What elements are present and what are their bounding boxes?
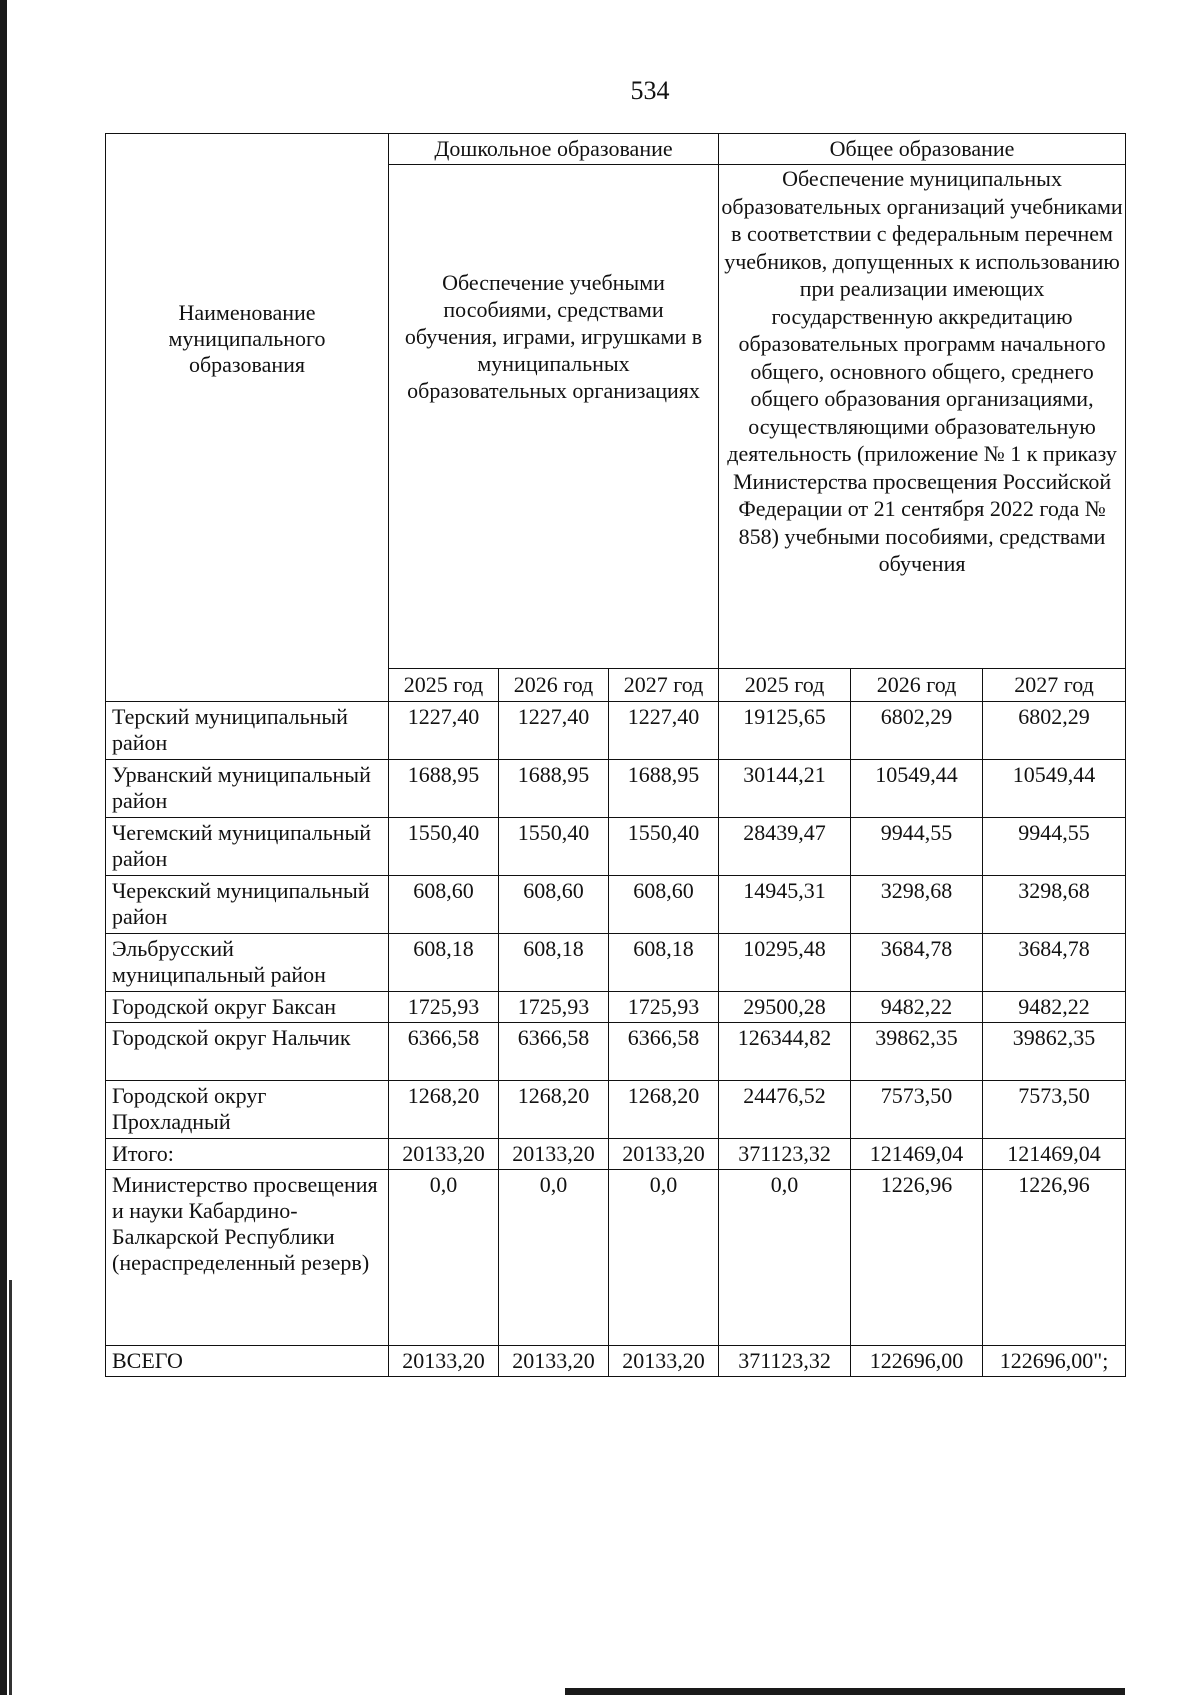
value-cell: 6366,58 bbox=[389, 1023, 499, 1081]
value-cell: 1227,40 bbox=[609, 702, 719, 760]
table-row bbox=[106, 1346, 1126, 1377]
value-cell: 30144,21 bbox=[719, 760, 851, 818]
value-cell: 608,60 bbox=[609, 876, 719, 934]
value-cell: 1227,40 bbox=[389, 702, 499, 760]
municipality-name-cell: Городской округ Нальчик bbox=[106, 1023, 389, 1081]
value-cell: 3684,78 bbox=[983, 934, 1126, 992]
value-cell: 1227,40 bbox=[499, 702, 609, 760]
value-cell: 371123,32 bbox=[719, 1139, 851, 1170]
value-cell: 7573,50 bbox=[983, 1081, 1126, 1139]
value-cell: 0,0 bbox=[389, 1170, 499, 1346]
scan-border-left bbox=[0, 0, 7, 1695]
scan-border-bottom bbox=[565, 1688, 1125, 1695]
value-cell: 20133,20 bbox=[389, 1346, 499, 1377]
value-cell: 9944,55 bbox=[983, 818, 1126, 876]
municipality-name-cell: ВСЕГО bbox=[106, 1346, 389, 1377]
municipality-name-cell: Итого: bbox=[106, 1139, 389, 1170]
preschool-group-header: Дошкольное образование bbox=[389, 134, 719, 165]
table-header bbox=[106, 134, 1126, 702]
value-cell: 39862,35 bbox=[983, 1023, 1126, 1081]
municipality-header: Наименование муниципального образования bbox=[106, 134, 389, 702]
value-cell: 608,18 bbox=[609, 934, 719, 992]
table-row bbox=[106, 1139, 1126, 1170]
value-cell: 39862,35 bbox=[851, 1023, 983, 1081]
value-cell: 1725,93 bbox=[499, 992, 609, 1023]
value-cell: 3684,78 bbox=[851, 934, 983, 992]
value-cell: 0,0 bbox=[499, 1170, 609, 1346]
value-cell: 9944,55 bbox=[851, 818, 983, 876]
year-header-cell: 2027 год bbox=[983, 669, 1126, 702]
table-row bbox=[106, 1023, 1126, 1081]
table-row bbox=[106, 934, 1126, 992]
value-cell: 3298,68 bbox=[983, 876, 1126, 934]
value-cell: 608,18 bbox=[499, 934, 609, 992]
value-cell: 1550,40 bbox=[389, 818, 499, 876]
municipality-name-cell: Терский муниципальный район bbox=[106, 702, 389, 760]
table-row bbox=[106, 1081, 1126, 1139]
value-cell: 608,60 bbox=[389, 876, 499, 934]
value-cell: 7573,50 bbox=[851, 1081, 983, 1139]
value-cell: 1688,95 bbox=[389, 760, 499, 818]
value-cell: 20133,20 bbox=[389, 1139, 499, 1170]
value-cell: 121469,04 bbox=[851, 1139, 983, 1170]
table-row bbox=[106, 818, 1126, 876]
value-cell: 1226,96 bbox=[851, 1170, 983, 1346]
value-cell: 10295,48 bbox=[719, 934, 851, 992]
year-header-cell: 2026 год bbox=[499, 669, 609, 702]
value-cell: 9482,22 bbox=[851, 992, 983, 1023]
value-cell: 29500,28 bbox=[719, 992, 851, 1023]
year-header-cell: 2027 год bbox=[609, 669, 719, 702]
municipality-name-cell: Министерство просвещения и науки Кабардино-Балкарской Республики (нераспределенный резерв) bbox=[106, 1170, 389, 1346]
value-cell: 1725,93 bbox=[389, 992, 499, 1023]
table-row bbox=[106, 876, 1126, 934]
value-cell: 371123,32 bbox=[719, 1346, 851, 1377]
table-row bbox=[106, 702, 1126, 760]
table-row bbox=[106, 992, 1126, 1023]
value-cell: 126344,82 bbox=[719, 1023, 851, 1081]
year-header-cell: 2025 год bbox=[389, 669, 499, 702]
value-cell: 20133,20 bbox=[499, 1346, 609, 1377]
value-cell: 14945,31 bbox=[719, 876, 851, 934]
value-cell: 6802,29 bbox=[983, 702, 1126, 760]
table-row bbox=[106, 760, 1126, 818]
value-cell: 3298,68 bbox=[851, 876, 983, 934]
municipality-name-cell: Чегемский муниципальный район bbox=[106, 818, 389, 876]
value-cell: 6366,58 bbox=[499, 1023, 609, 1081]
value-cell: 24476,52 bbox=[719, 1081, 851, 1139]
value-cell: 1688,95 bbox=[609, 760, 719, 818]
value-cell: 0,0 bbox=[719, 1170, 851, 1346]
value-cell: 6802,29 bbox=[851, 702, 983, 760]
value-cell: 1725,93 bbox=[609, 992, 719, 1023]
table-row bbox=[106, 1170, 1126, 1346]
general-group-header: Общее образование bbox=[719, 134, 1126, 165]
value-cell: 28439,47 bbox=[719, 818, 851, 876]
value-cell: 6366,58 bbox=[609, 1023, 719, 1081]
allocation-table bbox=[105, 133, 1126, 1377]
value-cell: 1226,96 bbox=[983, 1170, 1126, 1346]
value-cell: 10549,44 bbox=[851, 760, 983, 818]
municipality-name-cell: Черекский муниципальный район bbox=[106, 876, 389, 934]
page-number: 534 bbox=[630, 76, 670, 105]
municipality-name-cell: Городской округ Баксан bbox=[106, 992, 389, 1023]
municipality-name-cell: Городской округ Прохладный bbox=[106, 1081, 389, 1139]
value-cell: 1268,20 bbox=[609, 1081, 719, 1139]
value-cell: 0,0 bbox=[609, 1170, 719, 1346]
table-body bbox=[106, 702, 1126, 1377]
value-cell: 20133,20 bbox=[609, 1139, 719, 1170]
value-cell: 20133,20 bbox=[609, 1346, 719, 1377]
value-cell: 1550,40 bbox=[499, 818, 609, 876]
value-cell: 10549,44 bbox=[983, 760, 1126, 818]
value-cell: 608,60 bbox=[499, 876, 609, 934]
value-cell: 1268,20 bbox=[389, 1081, 499, 1139]
municipality-name-cell: Эльбрусский муниципальный район bbox=[106, 934, 389, 992]
scan-border-left-inner bbox=[9, 1280, 12, 1695]
value-cell: 1550,40 bbox=[609, 818, 719, 876]
value-cell: 122696,00 bbox=[851, 1346, 983, 1377]
year-header-cell: 2026 год bbox=[851, 669, 983, 702]
municipality-name-cell: Урванский муниципальный район bbox=[106, 760, 389, 818]
value-cell: 1688,95 bbox=[499, 760, 609, 818]
value-cell: 19125,65 bbox=[719, 702, 851, 760]
value-cell: 122696,00"; bbox=[983, 1346, 1126, 1377]
value-cell: 121469,04 bbox=[983, 1139, 1126, 1170]
general-description: Обеспечение муниципальных образовательных организаций учебниками в соответствии с федеральным перечнем учебников, допущенных к использованию при реализации имеющих государственную аккредитацию образовательных программ начального общего, основного общего, среднего общего образования организациями, осуществляющими образовательную деятельность (приложение № 1 к приказу Министерства просвещения Российской Федерации от 21 сентября 2022 года № 858) учебными пособиями, средствами обучения bbox=[719, 165, 1126, 669]
value-cell: 1268,20 bbox=[499, 1081, 609, 1139]
value-cell: 20133,20 bbox=[499, 1139, 609, 1170]
preschool-description: Обеспечение учебными пособиями, средствами обучения, играми, игрушками в муниципальных образовательных организациях bbox=[389, 165, 719, 669]
year-header-cell: 2025 год bbox=[719, 669, 851, 702]
value-cell: 9482,22 bbox=[983, 992, 1126, 1023]
value-cell: 608,18 bbox=[389, 934, 499, 992]
